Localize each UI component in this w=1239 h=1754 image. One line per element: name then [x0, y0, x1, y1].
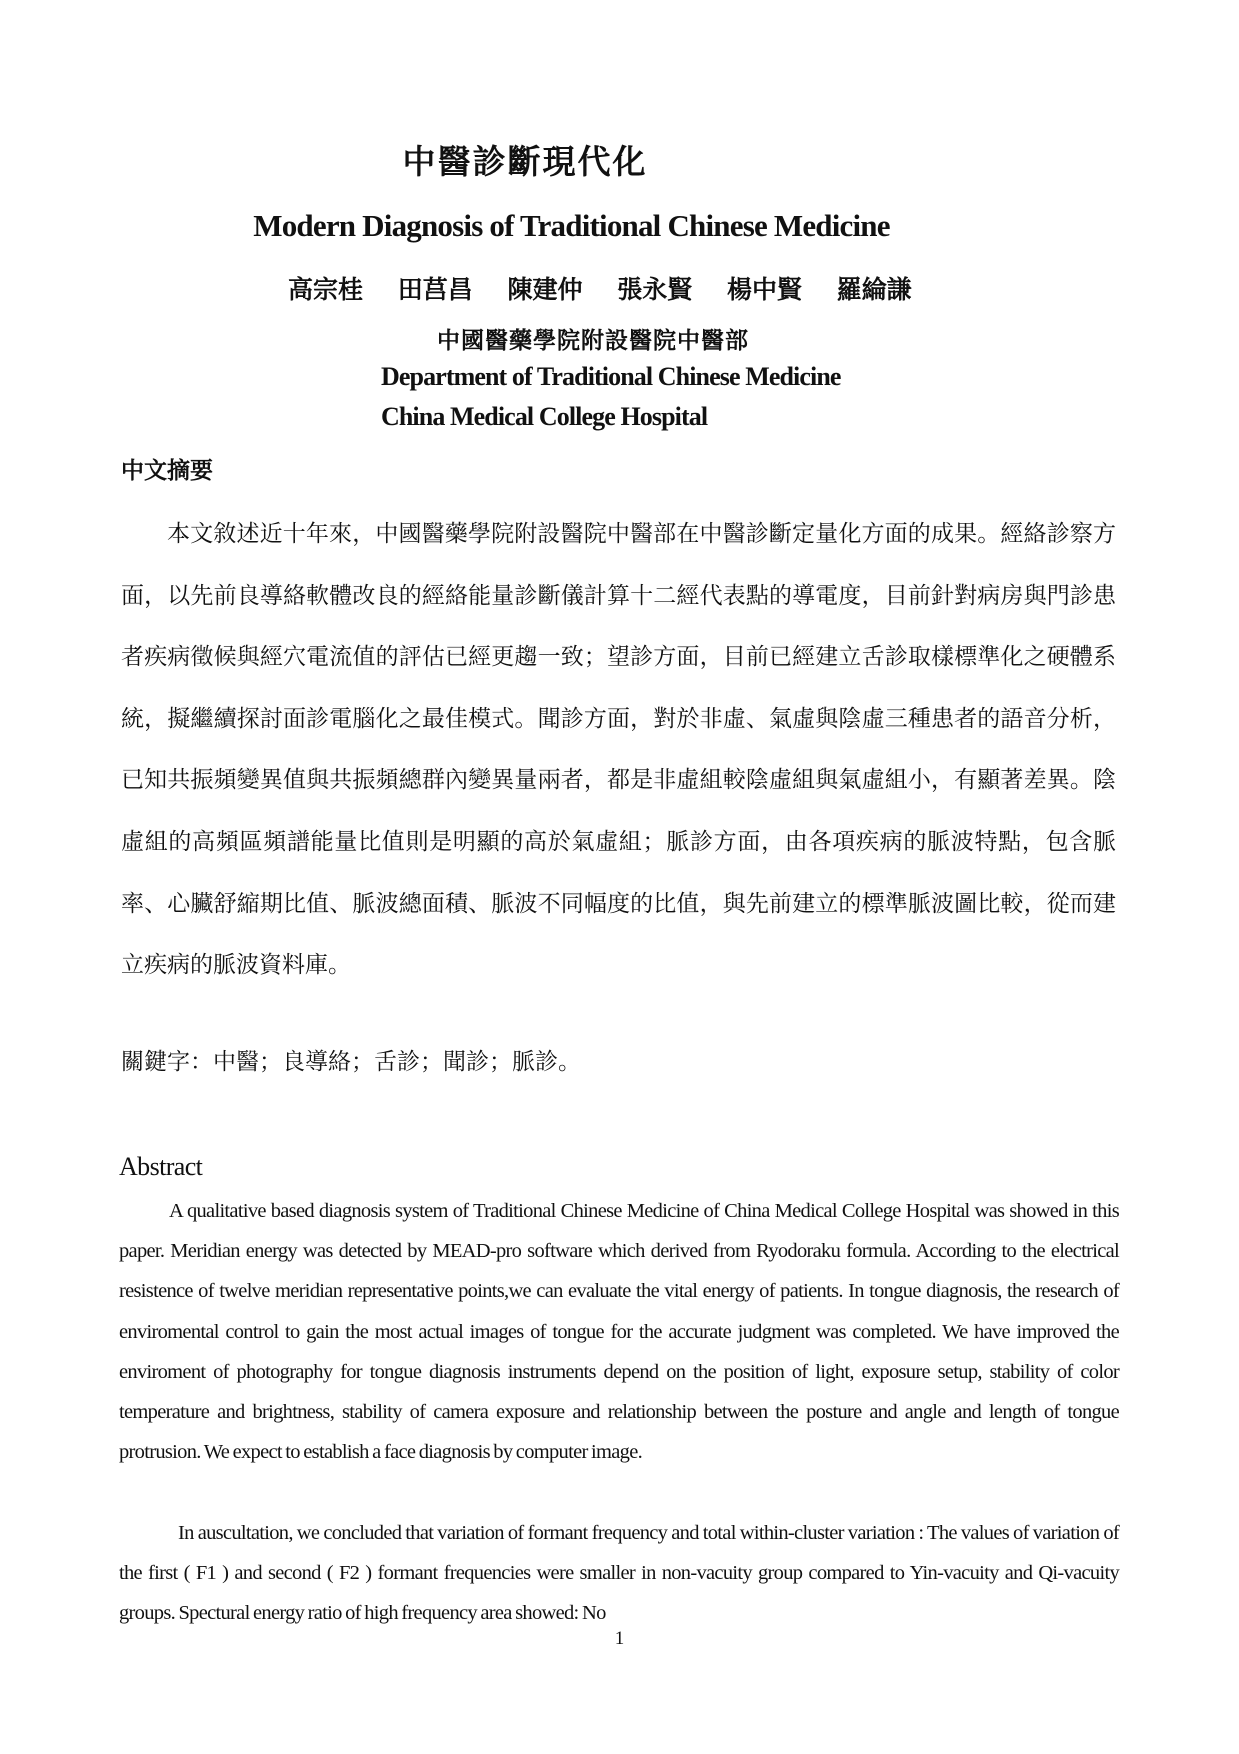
author-name: 楊中賢 [726, 275, 802, 304]
author-name: 陳建仲 [507, 275, 583, 304]
english-abstract-paragraph-1: A qualitative based diagnosis system of Traditional Chinese Medicine of China Medical College Hospital was showed in this paper. Meridian energy was detected by MEAD-pro software which derived from Ryodoraku formula. According to the electrical resistence of twelve meridian representative points,we can evaluate the vital energy of patients. In tongue diagnosis, the research of enviromental control to gain the most actual images of tongue for the accurate judgment was completed. We have improved the enviroment of photography for tongue diagnosis instruments depend on the position of light, exposure setup, stability of color temperature and brightness, stability of camera exposure and relationship between the posture and angle and length of tongue protrusion. We expect to establish a face diagnosis by computer image. [119, 1200, 1119, 1464]
chinese-abstract-heading: 中文摘要 [121, 457, 213, 484]
affiliation-chinese: 中國醫藥學院附設醫院中醫部 [437, 327, 749, 354]
affiliation-english-hospital: China Medical College Hospital [381, 402, 708, 431]
english-title: Modern Diagnosis of Traditional Chinese Medicine [253, 208, 890, 243]
chinese-title: 中醫診斷現代化 [402, 142, 648, 181]
author-name: 羅綸謙 [836, 275, 912, 304]
affiliation-english-department: Department of Traditional Chinese Medicine [381, 362, 841, 391]
author-name: 高宗桂 [288, 275, 364, 304]
keywords-line: 關鍵字：中醫；良導絡；舌診；聞診；脈診。 [121, 1049, 581, 1075]
chinese-abstract-body: 本文敘述近十年來，中國醫藥學院附設醫院中醫部在中醫診斷定量化方面的成果。經絡診察方面，以先前良導絡軟體改良的經絡能量診斷儀計算十二經代表點的導電度，目前針對病房與門診患者疾病徵候與經穴電流值的評估已經更趨一致；望診方面，目前已經建立舌診取樣標準化之硬體系統，擬繼續探討面診電腦化之最佳模式。聞診方面，對於非虛、氣虛與陰虛三種患者的語音分析，已知共振頻變異值與共振頻總群內變異量兩者，都是非虛組較陰虛組與氣虛組小，有顯著差異。陰虛組的高頻區頻譜能量比值則是明顯的高於氣虛組；脈診方面，由各項疾病的脈波特點，包含脈率、心臟舒縮期比值、脈波總面積、脈波不同幅度的比值，與先前建立的標準脈波圖比較，從而建立疾病的脈波資料庫。 [121, 521, 1116, 979]
page-number: 1 [614, 1628, 625, 1649]
english-abstract-paragraph-2: In auscultation, we concluded that variation of formant frequency and total within-cluster variation : The values of variation of the first ( F1 ) and second ( F2 ) formant frequencies were smaller in non-vacuity group compared to Yin-vacuity and Qi-vacuity groups. Spectural energy ratio of high frequency area showed: No [119, 1522, 1119, 1625]
author-name: 田莒昌 [397, 275, 473, 304]
english-abstract-heading: Abstract [119, 1152, 203, 1181]
author-list [288, 270, 912, 306]
author-name: 張永賢 [617, 275, 693, 304]
